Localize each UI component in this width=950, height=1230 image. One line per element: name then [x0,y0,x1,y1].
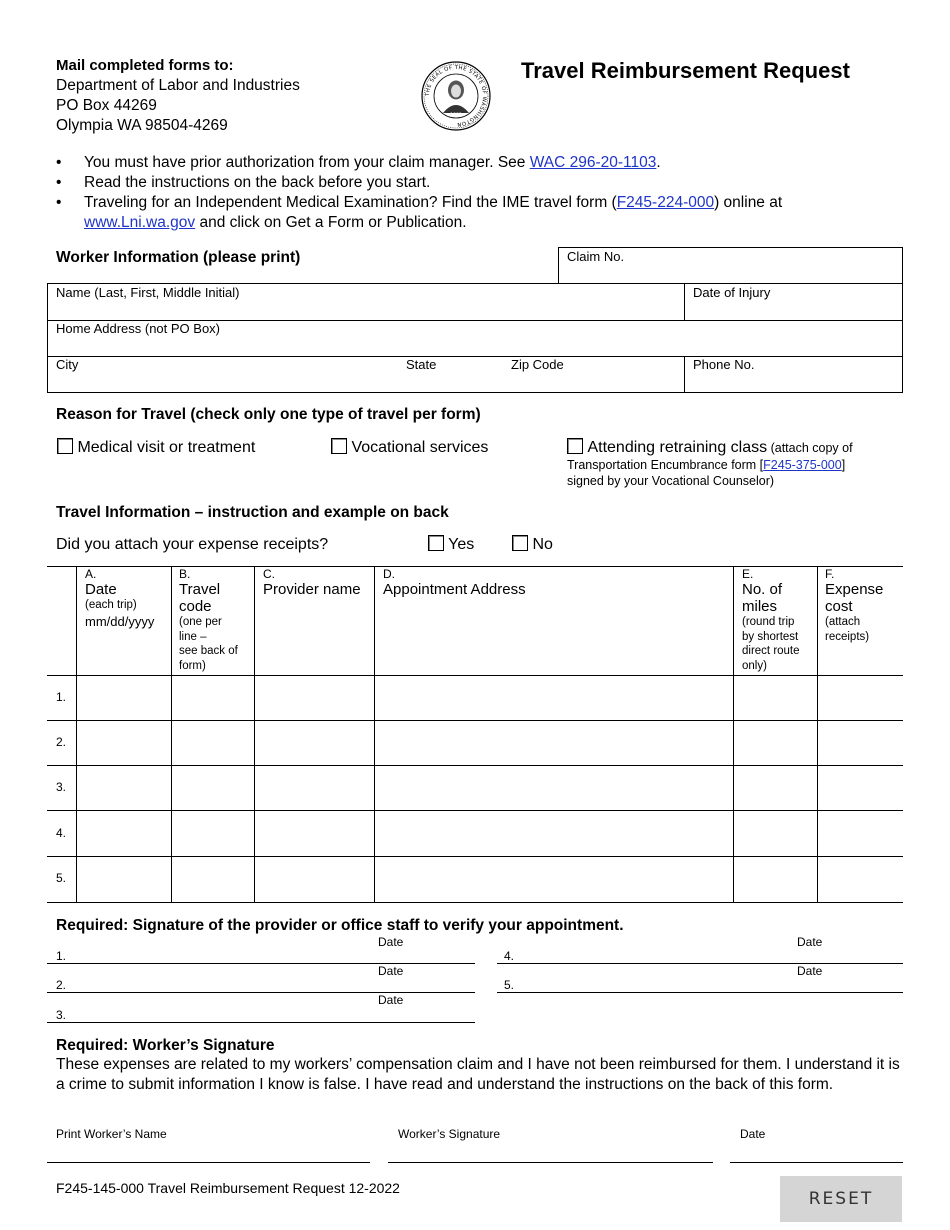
line-number: 3. [56,1008,67,1022]
no-label: No [532,536,553,553]
zip-code-field[interactable] [502,357,684,393]
vocational-checkbox[interactable] [331,438,347,454]
col-f-title-2: cost [825,598,853,615]
seal-text: THE SEAL OF THE STATE OF WASHINGTON [424,64,488,128]
col-e-sub: direct route [742,645,800,657]
wac-link[interactable]: WAC 296-20-1103 [529,154,657,171]
worker-signature-heading: Required: Worker’s Signature [56,1037,275,1054]
table-col-border [817,566,818,902]
table-row-border [47,720,903,721]
line-number: 1. [56,949,67,963]
table-row-border [47,810,903,811]
col-b-title-1: Travel [179,581,221,598]
worker-info-heading: Worker Information (please print) [56,249,301,266]
receipts-no-checkbox[interactable] [512,535,528,551]
reset-button[interactable]: RESET [780,1176,902,1222]
col-f-letter: F. [825,567,835,581]
line-number: 5. [504,978,515,992]
row-number: 1. [56,690,67,704]
row-number: 2. [56,735,67,749]
medical-label: Medical visit or treatment [77,439,256,456]
col-c-title: Provider name [263,581,361,598]
bullet-2-text: Read the instructions on the back before you start. [84,174,431,191]
date-label: Date [797,964,823,978]
table-col-border [254,566,255,902]
col-b-sub: form) [179,659,206,672]
retraining-note-3: signed by your Vocational Counselor) [567,474,775,488]
col-e-sub: only) [742,659,767,672]
retraining-note-2: Transportation Encumbrance form [ [567,457,764,472]
col-f-sub: receipts) [825,630,870,643]
state-label: State [406,357,437,372]
col-a-letter: A. [85,567,97,581]
bullet-item-2: • Read the instructions on the back before you start. [56,174,431,191]
col-a-title: Date [85,581,117,598]
encumbrance-form-link[interactable]: F245-375-000 [763,457,842,472]
option-medical [57,438,255,457]
state-seal-icon [421,61,491,131]
home-address-label: Home Address (not PO Box) [56,321,221,336]
worker-date-field[interactable] [730,1127,903,1163]
table-col-border [171,566,172,902]
receipts-yes-checkbox[interactable] [428,535,444,551]
instructions-list [56,153,906,233]
table-row-border [47,765,903,766]
mail-line-1: Department of Labor and Industries [56,77,300,94]
table-col-border [76,566,77,902]
option-no [512,535,553,554]
col-header-date [85,568,154,630]
mail-line-2: PO Box 44269 [56,97,157,114]
bullet-3-text: Traveling for an Independent Medical Examination? Find the IME travel form ( [84,194,617,211]
col-header-miles [742,568,800,673]
bullet-3-end: and click on Get a Form or Publication. [195,214,467,231]
yes-label: Yes [448,536,475,553]
col-f-sub: (attach [825,616,861,628]
provider-signature-line-2[interactable] [47,964,475,993]
reason-heading: Reason for Travel (check only one type of travel per form) [56,406,481,423]
mail-heading: Mail completed forms to: [56,57,234,74]
city-field[interactable] [48,357,398,393]
bullet-item-3: • Traveling for an Independent Medical Examination? Find the IME travel form (F245-224-000) online at www.Lni.wa.gov and click on Get a Form or Publication. [56,194,783,231]
claim-number-label: Claim No. [567,249,625,264]
seal-year: 1889 [450,113,462,118]
table-row-border [47,856,903,857]
phone-label: Phone No. [693,357,755,372]
line-number: 2. [56,978,67,992]
city-label: City [56,357,79,372]
col-header-provider [263,568,361,598]
col-e-title-1: No. of [742,581,783,598]
col-header-expense [825,568,883,644]
retraining-label: Attending retraining class [587,439,768,456]
retraining-checkbox[interactable] [567,438,583,454]
date-label: Date [378,964,404,978]
col-b-sub: line – [179,630,207,643]
worker-signature-field[interactable] [388,1127,713,1163]
table-bottom-border [47,902,903,903]
page-title: Travel Reimbursement Request [521,58,850,83]
bullet-1-end: . [656,154,661,171]
retraining-note-bracket: ] [841,457,846,472]
worker-name-field[interactable] [48,284,684,320]
table-col-border [374,566,375,902]
date-label: Date [378,935,404,949]
lni-website-link[interactable]: www.Lni.wa.gov [84,214,196,231]
col-e-sub: by shortest [742,630,799,643]
provider-signature-line-1[interactable] [47,935,475,964]
option-yes [428,535,474,554]
provider-signature-line-5[interactable] [497,964,903,993]
state-field[interactable] [398,357,502,393]
col-a-format: mm/dd/yyyy [85,613,155,629]
col-b-letter: B. [179,567,191,581]
provider-signature-line-4[interactable] [497,935,903,964]
col-e-letter: E. [742,567,754,581]
row-number: 5. [56,871,67,885]
col-d-title: Appointment Address [383,581,526,598]
ime-form-link[interactable]: F245-224-000 [616,194,715,211]
date-label: Date [797,935,823,949]
col-c-letter: C. [263,567,275,581]
option-retraining [567,438,897,490]
line-number: 4. [504,949,515,963]
print-name-label: Print Worker’s Name [56,1127,167,1141]
row-number: 4. [56,826,67,840]
col-header-travel-code [179,568,238,673]
bullet-1-text: You must have prior authorization from your claim manager. See [84,154,530,171]
col-e-sub: (round trip [742,616,795,628]
vocational-label: Vocational services [351,439,489,456]
zip-code-label: Zip Code [511,357,564,372]
worker-attestation-text: These expenses are related to my workers’ compensation claim and I have not been reimbursed for them. I understand it is a crime to submit information I know is false. I have read and understand the instructions on the back of this form. [56,1056,900,1093]
col-a-sub: (each trip) [85,599,137,611]
worker-date-label: Date [740,1127,766,1141]
travel-info-heading: Travel Information – instruction and example on back [56,504,449,521]
col-b-title-2: code [179,598,212,615]
print-name-field[interactable] [47,1127,370,1163]
col-b-sub: see back of [179,645,238,657]
provider-signature-heading: Required: Signature of the provider or office staff to verify your appointment. [56,917,624,934]
col-header-address [383,568,526,598]
medical-checkbox[interactable] [57,438,73,454]
date-of-injury-label: Date of Injury [693,285,771,300]
row-number: 3. [56,780,67,794]
provider-signature-line-3[interactable] [47,993,475,1023]
option-vocational [331,438,488,457]
receipts-question: Did you attach your expense receipts? [56,536,329,553]
worker-name-label: Name (Last, First, Middle Initial) [56,285,240,300]
worker-signature-label: Worker’s Signature [398,1127,501,1141]
home-address-field[interactable] [48,321,902,356]
table-row-border [47,675,903,676]
bullet-item-1: • You must have prior authorization from your claim manager. See WAC 296-20-1103. [56,154,661,171]
date-of-injury-field[interactable] [685,284,902,320]
claim-number-field[interactable] [558,247,903,284]
col-b-sub: (one per [179,616,222,628]
mail-line-3: Olympia WA 98504-4269 [56,117,228,134]
date-label: Date [378,993,404,1007]
retraining-note-1: (attach copy of [767,441,853,455]
col-f-title-1: Expense [825,581,884,598]
table-col-border [733,566,734,902]
phone-field[interactable] [685,357,902,393]
col-e-title-2: miles [742,598,778,615]
form-footer: F245-145-000 Travel Reimbursement Request 12-2022 [56,1180,400,1196]
col-d-letter: D. [383,567,395,581]
bullet-3-mid: ) online at [714,194,783,211]
table-top-border [47,566,903,567]
